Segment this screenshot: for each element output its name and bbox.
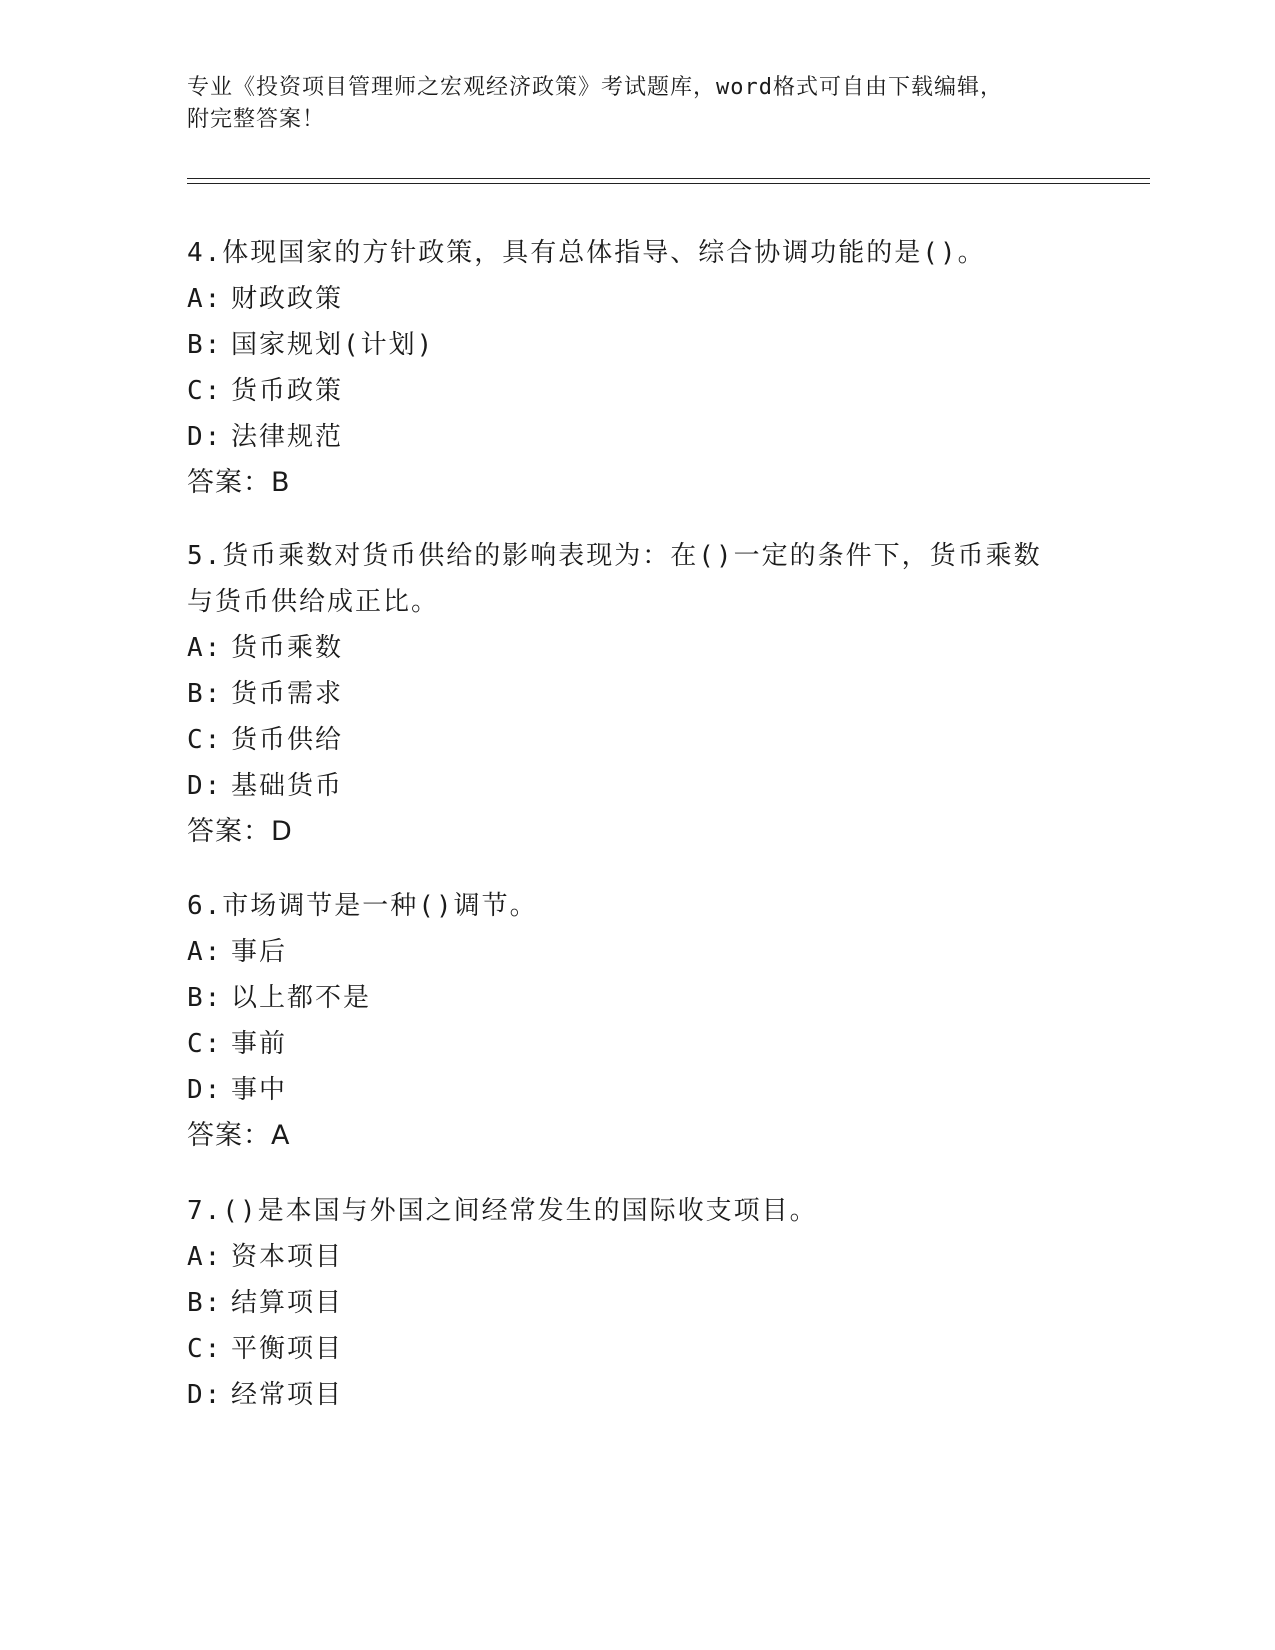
option-text: 货币政策: [231, 376, 344, 406]
option-letter: B:: [187, 1288, 223, 1318]
question-text-line-2: 与货币供给成正比。: [187, 587, 440, 617]
option-letter: D:: [187, 771, 223, 801]
option-a: [187, 625, 1087, 671]
header-divider-top: [187, 178, 1150, 179]
option-d: [187, 414, 1087, 460]
option-letter: C:: [187, 1334, 223, 1364]
option-a: [187, 276, 1087, 322]
option-text: 事后: [231, 937, 288, 967]
intro-line-1: 专业《投资项目管理师之宏观经济政策》考试题库，word格式可自由下载编辑，: [187, 75, 1003, 100]
intro-line-2: 附完整答案！: [187, 107, 326, 132]
question-4: [187, 230, 1087, 506]
option-d: [187, 1372, 1087, 1418]
option-d: [187, 1067, 1087, 1113]
option-letter: B:: [187, 330, 223, 360]
document-intro: [187, 72, 1087, 136]
option-text: 资本项目: [231, 1242, 344, 1272]
question-text: 7.()是本国与外国之间经常发生的国际收支项目。: [187, 1196, 818, 1226]
answer-line: 答案：D: [187, 816, 293, 847]
option-a: [187, 929, 1087, 975]
header-divider-bottom: [187, 183, 1150, 184]
option-text: 基础货币: [231, 771, 344, 801]
option-text: 财政政策: [231, 284, 344, 314]
option-letter: A:: [187, 937, 223, 967]
option-d: [187, 763, 1087, 809]
option-text: 平衡项目: [231, 1334, 344, 1364]
question-6: [187, 883, 1087, 1159]
option-b: [187, 671, 1087, 717]
option-letter: D:: [187, 1380, 223, 1410]
option-c: [187, 717, 1087, 763]
answer-line: 答案：A: [187, 1120, 291, 1151]
option-letter: D:: [187, 422, 223, 452]
question-7: [187, 1188, 1087, 1418]
question-text: 6.市场调节是一种()调节。: [187, 891, 538, 921]
question-5: [187, 533, 1087, 855]
option-b: [187, 322, 1087, 368]
question-text: 4.体现国家的方针政策，具有总体指导、综合协调功能的是()。: [187, 238, 986, 268]
option-letter: A:: [187, 284, 223, 314]
question-text-line-1: 5.货币乘数对货币供给的影响表现为：在()一定的条件下，货币乘数: [187, 541, 1042, 571]
option-text: 以上都不是: [231, 983, 372, 1013]
option-text: 事中: [231, 1075, 288, 1105]
option-c: [187, 1326, 1087, 1372]
answer-line: 答案：B: [187, 467, 291, 498]
option-text: 货币需求: [231, 679, 344, 709]
option-letter: C:: [187, 725, 223, 755]
option-text: 事前: [231, 1029, 288, 1059]
option-text: 结算项目: [231, 1288, 344, 1318]
option-letter: A:: [187, 1242, 223, 1272]
option-letter: B:: [187, 679, 223, 709]
option-text: 货币供给: [231, 725, 344, 755]
option-c: [187, 1021, 1087, 1067]
option-text: 货币乘数: [231, 633, 344, 663]
option-letter: C:: [187, 376, 223, 406]
option-letter: D:: [187, 1075, 223, 1105]
option-letter: C:: [187, 1029, 223, 1059]
option-text: 经常项目: [231, 1380, 344, 1410]
option-letter: B:: [187, 983, 223, 1013]
option-a: [187, 1234, 1087, 1280]
option-text: 国家规划(计划): [231, 330, 435, 360]
option-text: 法律规范: [231, 422, 344, 452]
option-b: [187, 1280, 1087, 1326]
option-letter: A:: [187, 633, 223, 663]
option-b: [187, 975, 1087, 1021]
option-c: [187, 368, 1087, 414]
